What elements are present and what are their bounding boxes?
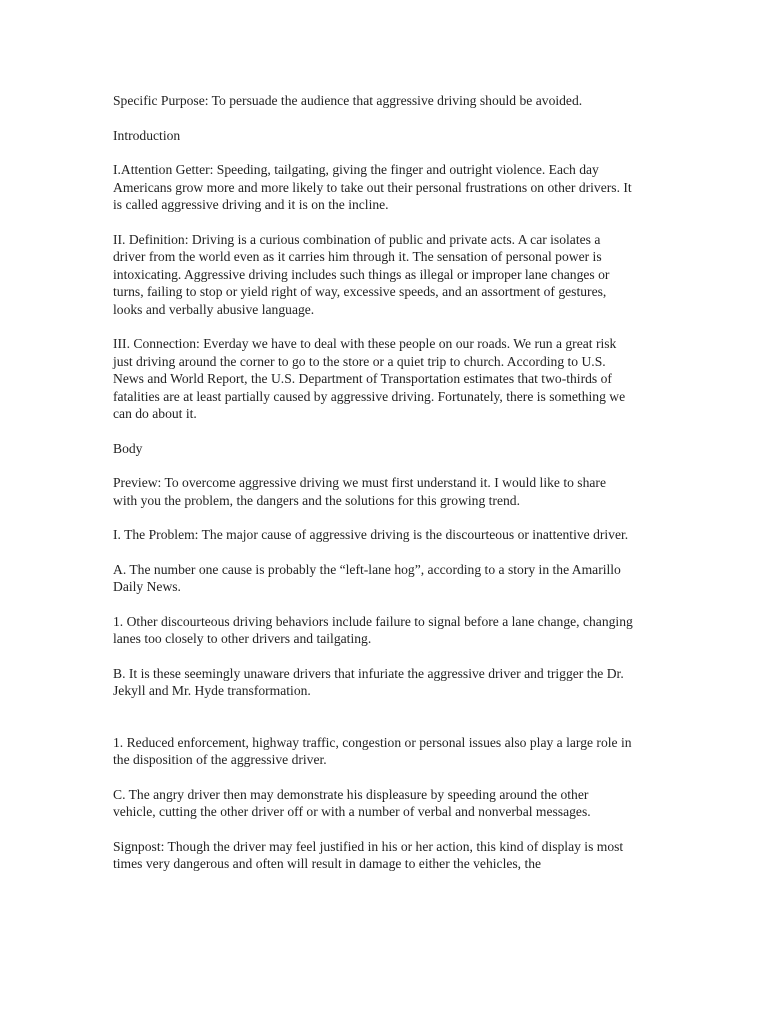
body-heading: Body [113, 440, 143, 456]
point-b-paragraph: B. It is these seemingly unaware drivers that infuriate the aggressive driver and trigger the Dr. Jekyll and Mr. Hyde transformation. [113, 665, 624, 698]
attention-getter-paragraph: I.Attention Getter: Speeding, tailgating, giving the finger and outright violence. Each day Americans grow more and more likely to take out their personal frustrations on other drivers. It is called aggressive driving and it is on the incline. [113, 162, 632, 212]
point-a1-paragraph: 1. Other discourteous driving behaviors include failure to signal before a lane change, changing lanes too closely to other drivers and tailgating. [113, 613, 633, 646]
connection-paragraph: III. Connection: Everday we have to deal with these people on our roads. We run a great risk just driving around the corner to go to the store or a quiet trip to church. According to U.S. News and World Report, the U.S. Department of Transportation estimates that two-thirds of fatalities are at least partially caused by aggressive driving. Fortunately, there is something we can do about it. [113, 336, 626, 421]
point-c-paragraph: C. The angry driver then may demonstrate his displeasure by speeding around the other vehicle, cutting the other driver off or with a number of verbal and nonverbal messages. [113, 786, 591, 819]
definition-paragraph: II. Definition: Driving is a curious combination of public and private acts. A car isolates a driver from the world even as it carries him through it. The sensation of personal power is intoxicating. Aggressive driving includes such things as illegal or improper lane changes or turns, failing to stop or yield right of way, excessive speeds, and an assortment of gestures, looks and verbally abusive language. [113, 231, 610, 317]
point-b1-paragraph: 1. Reduced enforcement, highway traffic, congestion or personal issues also play a large role in the disposition of the aggressive driver. [113, 734, 632, 767]
signpost-paragraph: Signpost: Though the driver may feel justified in his or her action, this kind of display is most times very dangerous and often will result in damage to either the vehicles, the [113, 838, 624, 871]
problem-paragraph: I. The Problem: The major cause of aggressive driving is the discourteous or inattentive driver. [113, 527, 629, 542]
introduction-heading: Introduction [113, 127, 181, 143]
specific-purpose-paragraph: Specific Purpose: To persuade the audience that aggressive driving should be avoided. [113, 93, 583, 108]
point-a-paragraph: A. The number one cause is probably the “left-lane hog”, according to a story in the Amarillo Daily News. [113, 561, 621, 594]
preview-paragraph: Preview: To overcome aggressive driving we must first understand it. I would like to share with you the problem, the dangers and the solutions for this growing trend. [113, 475, 606, 508]
blank-line [113, 717, 633, 734]
document-body [113, 92, 633, 890]
